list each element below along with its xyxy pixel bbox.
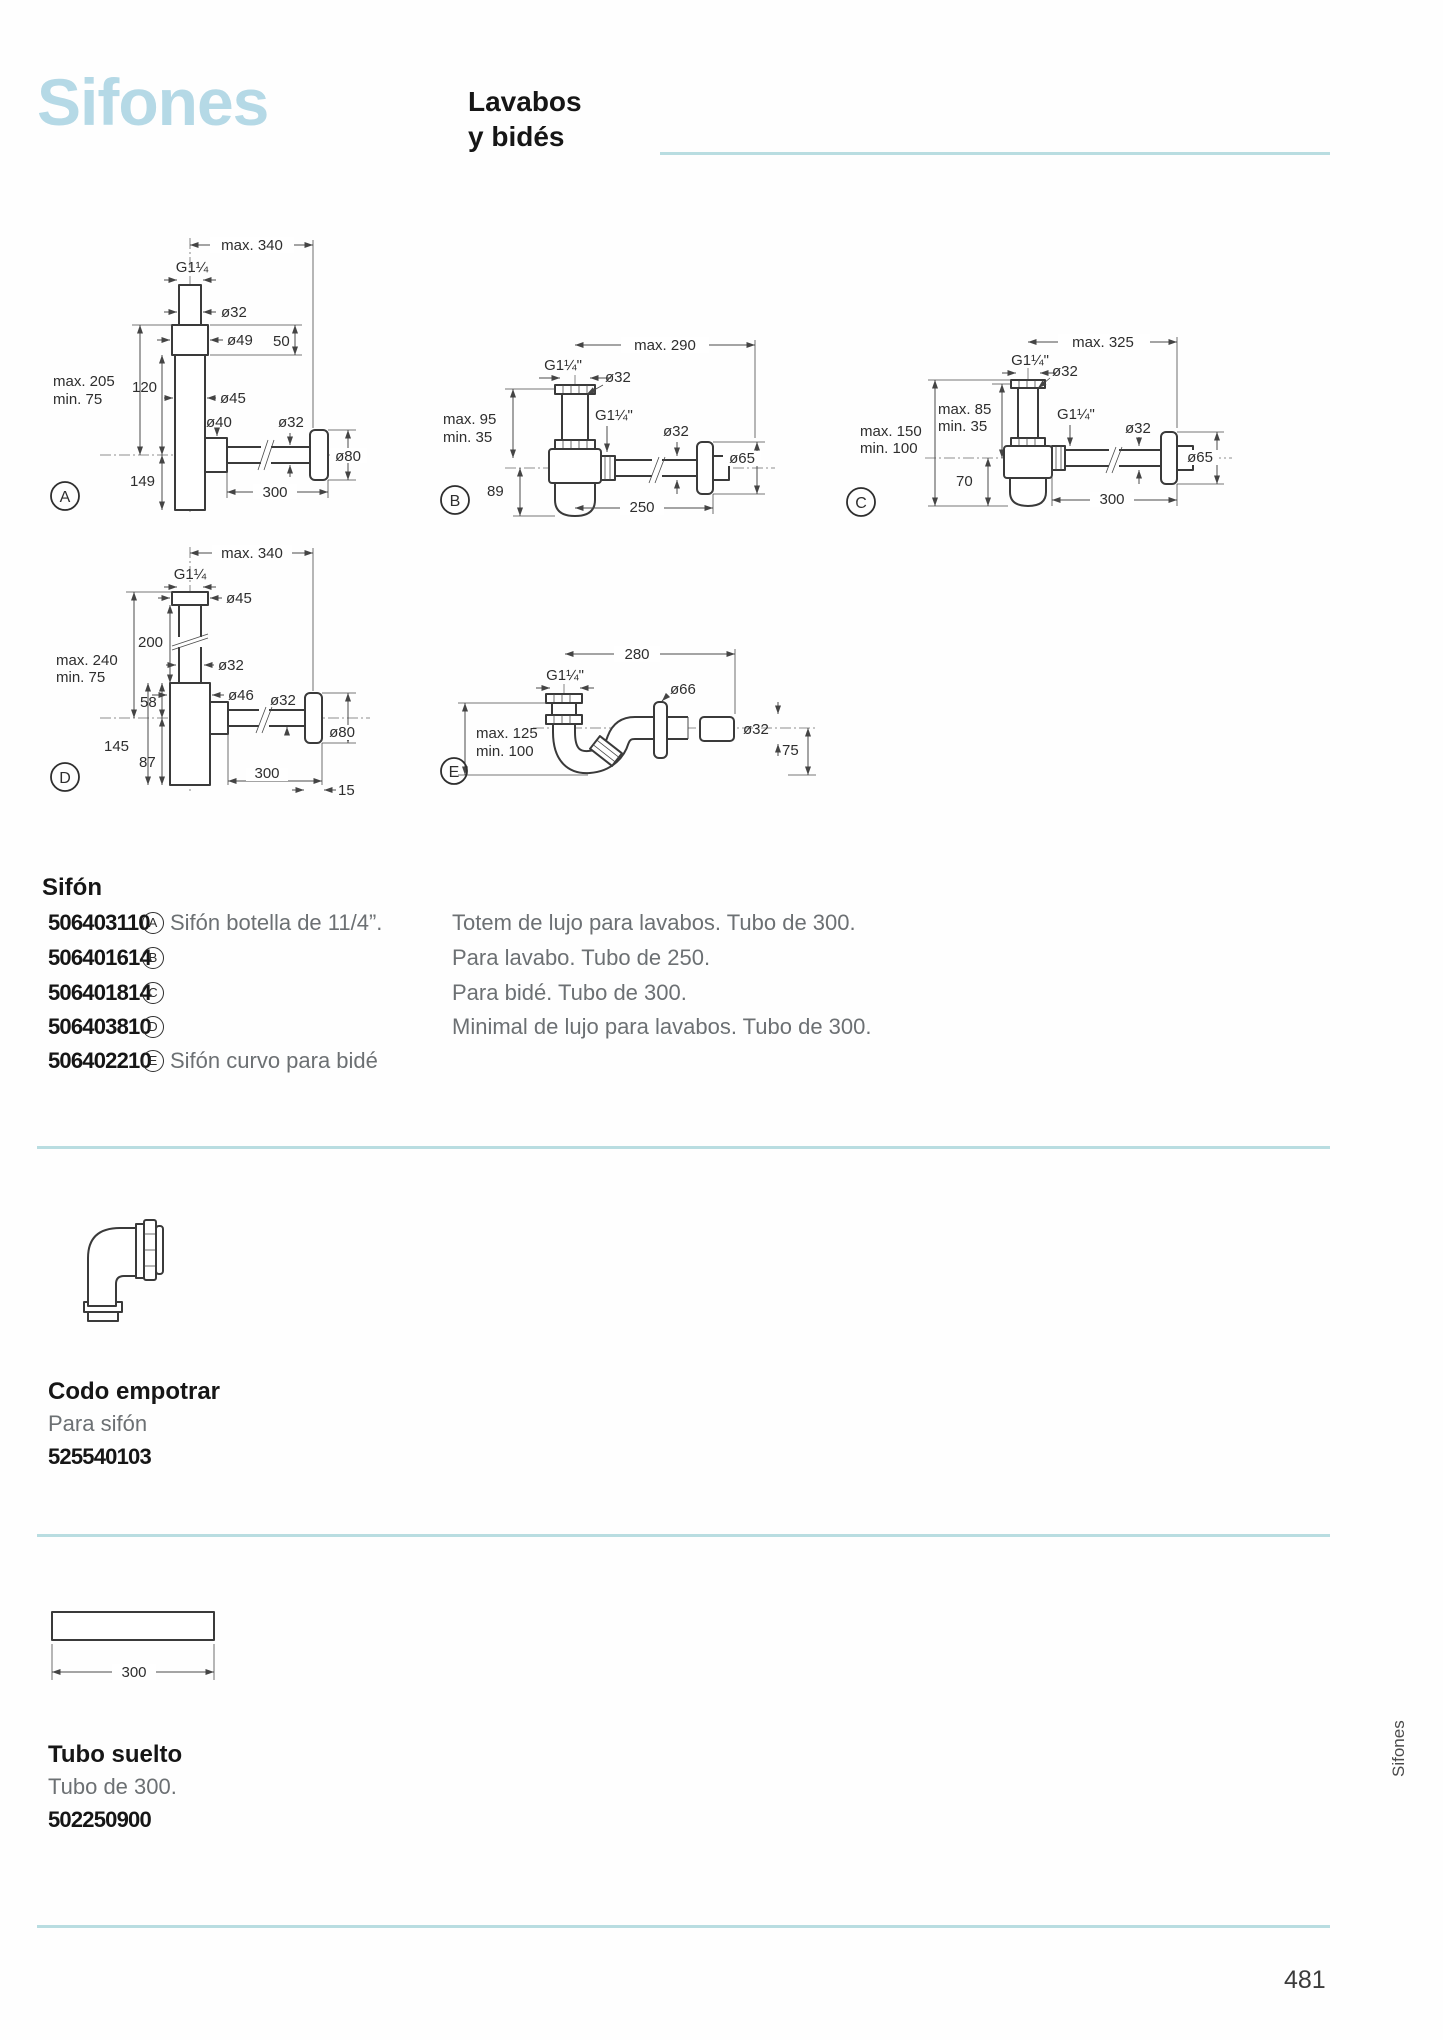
product-desc: Sifón curvo para bidé <box>170 1048 378 1073</box>
product-desc: Minimal de lujo para lavabos. Tubo de 300. <box>452 1014 872 1039</box>
diagram-a-bottle-siphon <box>40 230 380 515</box>
product-letter-badge: E <box>142 1050 164 1072</box>
thread-label: G1¼" <box>544 357 582 374</box>
product-list-heading: Sifón <box>42 874 102 901</box>
dim-label: ø45 <box>220 390 246 407</box>
product-row <box>48 945 1048 973</box>
dim-label: 250 <box>629 499 655 516</box>
dim-label: 15 <box>338 782 355 799</box>
thread-label: G1¼" <box>1057 406 1095 423</box>
page-number: 481 <box>1284 1966 1326 1994</box>
dim-label: 149 <box>130 473 156 490</box>
diagram-letter: C <box>855 495 867 512</box>
product-code: 506402210 <box>48 1048 151 1073</box>
diagram-c-bottle-trap <box>840 328 1240 523</box>
dim-label: ø32 <box>278 414 304 431</box>
thread-label: G1¼ <box>175 259 209 276</box>
dim-label: min. 75 <box>56 669 106 686</box>
dim-label: 300 <box>254 765 280 782</box>
product-row <box>48 910 1048 938</box>
product-code: 506401614 <box>48 945 151 970</box>
dim-label: max. 150 <box>860 423 922 440</box>
section-heading: Codo empotrar <box>48 1378 221 1405</box>
diagram-b-bottle-trap <box>435 330 785 525</box>
section-code: 525540103 <box>48 1444 151 1469</box>
dim-label: ø49 <box>227 332 253 349</box>
product-desc: Para bidé. Tubo de 300. <box>452 980 687 1005</box>
product-code: 506403110 <box>48 910 150 935</box>
product-letter-badge: C <box>142 982 164 1004</box>
dim-label: ø32 <box>1125 420 1151 437</box>
dim-label: 280 <box>624 646 650 663</box>
product-row <box>48 980 1048 1008</box>
section-divider <box>37 1534 1330 1537</box>
dim-label: 300 <box>121 1664 147 1681</box>
diagram-e-curved-siphon <box>438 640 833 795</box>
diagram-letter: E <box>448 764 460 781</box>
thread-label: G1¼" <box>546 667 584 684</box>
dim-label: max. 290 <box>634 337 696 354</box>
dim-label: max. 340 <box>221 545 283 562</box>
dim-label: max. 340 <box>221 237 283 254</box>
side-tab-label: Sifones <box>1389 1720 1408 1777</box>
diagram-letter: D <box>59 770 71 787</box>
dim-label: max. 85 <box>938 401 992 418</box>
dim-label: 89 <box>487 483 504 500</box>
dim-label: ø32 <box>221 304 247 321</box>
product-desc: Sifón botella de 11/4”. <box>170 910 383 935</box>
elbow-drawing <box>80 1218 165 1323</box>
dim-label: 300 <box>262 484 288 501</box>
diagram-d-minimal-siphon <box>40 535 380 803</box>
dim-label: 75 <box>782 742 799 759</box>
dim-label: 70 <box>956 473 973 490</box>
dim-label: 300 <box>1099 491 1125 508</box>
dim-label: max. 325 <box>1072 334 1134 351</box>
dim-label: 58 <box>140 694 157 711</box>
tube-drawing <box>37 1598 267 1693</box>
dim-label: ø32 <box>663 423 689 440</box>
section-subtext: Para sifón <box>48 1411 148 1436</box>
dim-label: ø40 <box>206 414 232 431</box>
dim-label: min. 35 <box>938 418 988 435</box>
dim-label: 50 <box>273 333 290 350</box>
subtitle-line1: Lavabos <box>468 86 582 117</box>
dim-label: ø32 <box>605 369 631 386</box>
dim-label: min. 75 <box>53 391 103 408</box>
section-heading: Tubo suelto <box>48 1741 183 1768</box>
diagram-letter: B <box>449 493 461 510</box>
page-title: Sifones <box>37 65 269 139</box>
dim-label: max. 95 <box>443 411 497 428</box>
product-code: 506403810 <box>48 1014 151 1039</box>
section-divider <box>37 1146 1330 1149</box>
product-letter-badge: B <box>142 947 164 969</box>
dim-label: ø65 <box>729 450 755 467</box>
dim-label: min. 35 <box>443 429 493 446</box>
dim-label: ø46 <box>228 687 254 704</box>
dim-label: 145 <box>104 738 130 755</box>
diagram-letter: A <box>59 489 71 506</box>
dim-label: 87 <box>139 754 156 771</box>
product-desc: Para lavabo. Tubo de 250. <box>452 945 711 970</box>
thread-label: G1¼" <box>595 407 633 424</box>
thread-label: G1¼" <box>1011 352 1049 369</box>
product-list <box>42 874 1048 1084</box>
dim-label: ø65 <box>1187 449 1213 466</box>
dim-label: ø66 <box>670 681 696 698</box>
dim-label: ø32 <box>218 657 244 674</box>
dim-label: ø32 <box>1052 363 1078 380</box>
section-code: 502250900 <box>48 1807 151 1832</box>
dim-label: ø32 <box>743 721 769 738</box>
product-code: 506401814 <box>48 980 151 1005</box>
product-letter-badge: D <box>142 1016 164 1038</box>
dim-label: 120 <box>132 379 158 396</box>
dim-label: min. 100 <box>860 440 918 457</box>
section-divider <box>37 1925 1330 1928</box>
header-rule <box>660 152 1330 155</box>
product-letter-badge: A <box>142 912 164 934</box>
dim-label: ø45 <box>226 590 252 607</box>
dim-label: max. 205 <box>53 373 115 390</box>
dim-label: ø80 <box>335 448 361 465</box>
product-desc: Totem de lujo para lavabos. Tubo de 300. <box>452 910 856 935</box>
dim-label: min. 100 <box>476 743 534 760</box>
product-row <box>48 1014 1048 1042</box>
subtitle-line2: y bidés <box>468 121 565 152</box>
thread-label: G1¼ <box>173 566 207 583</box>
section-subtext: Tubo de 300. <box>48 1774 177 1799</box>
page-subtitle <box>468 84 582 154</box>
product-row <box>48 1048 1048 1076</box>
dim-label: max. 240 <box>56 652 118 669</box>
dim-label: max. 125 <box>476 725 538 742</box>
dim-label: 200 <box>138 634 164 651</box>
dim-label: ø32 <box>270 692 296 709</box>
dim-label: ø80 <box>329 724 355 741</box>
